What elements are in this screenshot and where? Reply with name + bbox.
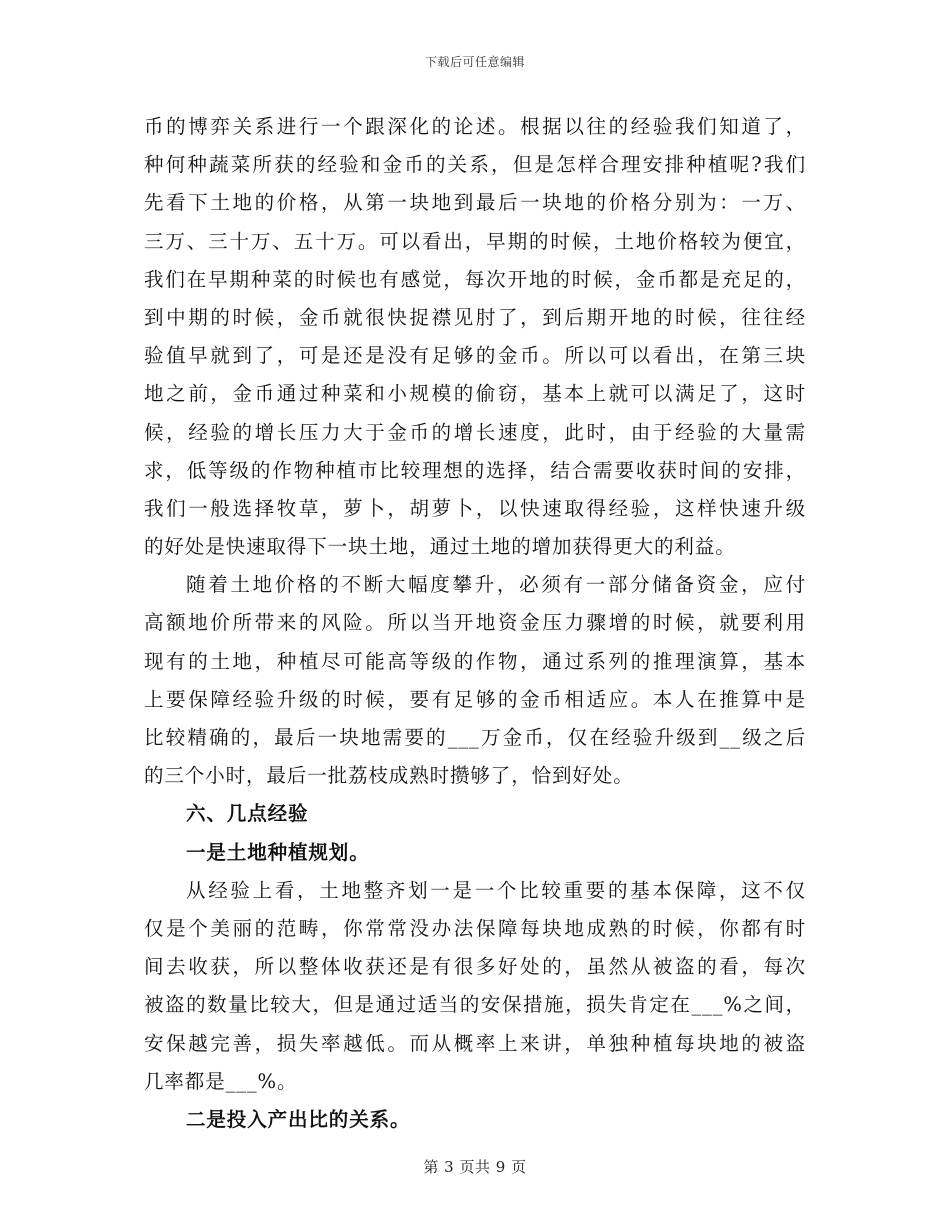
text-line: 地之前，金币通过种菜和小规模的偷窃，基本上就可以满足了，这时 <box>144 382 806 406</box>
text-line: 仅是个美丽的范畴，你常常没办法保障每块地成熟的时候，你都有时 <box>144 916 806 940</box>
text-line: 验值早就到了，可是还是没有足够的金币。所以可以看出，在第三块 <box>144 344 806 368</box>
text-line: 的三个小时，最后一批荔枝成熟时攒够了，恰到好处。 <box>144 764 634 788</box>
section-heading: 六、几点经验 <box>186 802 309 826</box>
text-line: 的好处是快速取得下一块土地，通过土地的增加获得更大的利益。 <box>144 535 736 559</box>
text-line: 高额地价所带来的风险。所以当开地资金压力骤增的时候，就要利用 <box>144 611 806 635</box>
text-line: 比较精确的，最后一块地需要的___万金币，仅在经验升级到__级之后 <box>144 726 806 749</box>
text-line: 从经验上看，土地整齐划一是一个比较重要的基本保障，这不仅 <box>186 878 806 902</box>
text-line: 几率都是___%。 <box>144 1069 298 1093</box>
text-line: 上要保障经验升级的时候，要有足够的金币相适应。本人在推算中是 <box>144 687 806 711</box>
text-line: 到中期的时候，金币就很快捉襟见肘了，到后期开地的时候，往往经 <box>144 305 806 329</box>
text-line: 先看下土地的价格，从第一块地到最后一块地的价格分别为：一万、 <box>144 191 806 215</box>
text-line: 三万、三十万、五十万。可以看出，早期的时候，土地价格较为便宜， <box>144 229 806 253</box>
text-line: 我们一般选择牧草，萝卜，胡萝卜，以快速取得经验，这样快速升级 <box>144 496 806 520</box>
text-line: 现有的土地，种植尽可能高等级的作物，通过系列的推理演算，基本 <box>144 649 806 673</box>
text-line: 间去收获，所以整体收获还是有很多好处的，虽然从被盗的看，每次 <box>144 955 806 979</box>
text-line: 随着土地价格的不断大幅度攀升，必须有一部分储备资金，应付 <box>186 573 806 597</box>
body-text <box>144 108 806 1139</box>
text-line: 候，经验的增长压力大于金币的增长速度，此时，由于经验的大量需 <box>144 420 806 444</box>
page-number: 第 3 页共 9 页 <box>423 1158 527 1176</box>
text-line: 被盗的数量比较大，但是通过适当的安保措施，损失肯定在___%之间， <box>144 993 806 1017</box>
text-line: 币的博弈关系进行一个跟深化的论述。根据以往的经验我们知道了， <box>144 115 806 138</box>
text-line: 我们在早期种菜的时候也有感觉，每次开地的时候，金币都是充足的， <box>144 267 806 291</box>
header-note: 下载后可任意编辑 <box>424 55 525 69</box>
text-line: 种何种蔬菜所获的经验和金币的关系，但是怎样合理安排种植呢?我们 <box>144 153 806 177</box>
text-line: 安保越完善，损失率越低。而从概率上来讲，单独种植每块地的被盗 <box>144 1031 806 1055</box>
text-line: 求，低等级的作物种植市比较理想的选择，结合需要收获时间的安排， <box>144 458 806 482</box>
subsection-heading: 一是土地种植规划。 <box>186 840 370 864</box>
subsection-heading: 二是投入产出比的关系。 <box>186 1107 411 1131</box>
